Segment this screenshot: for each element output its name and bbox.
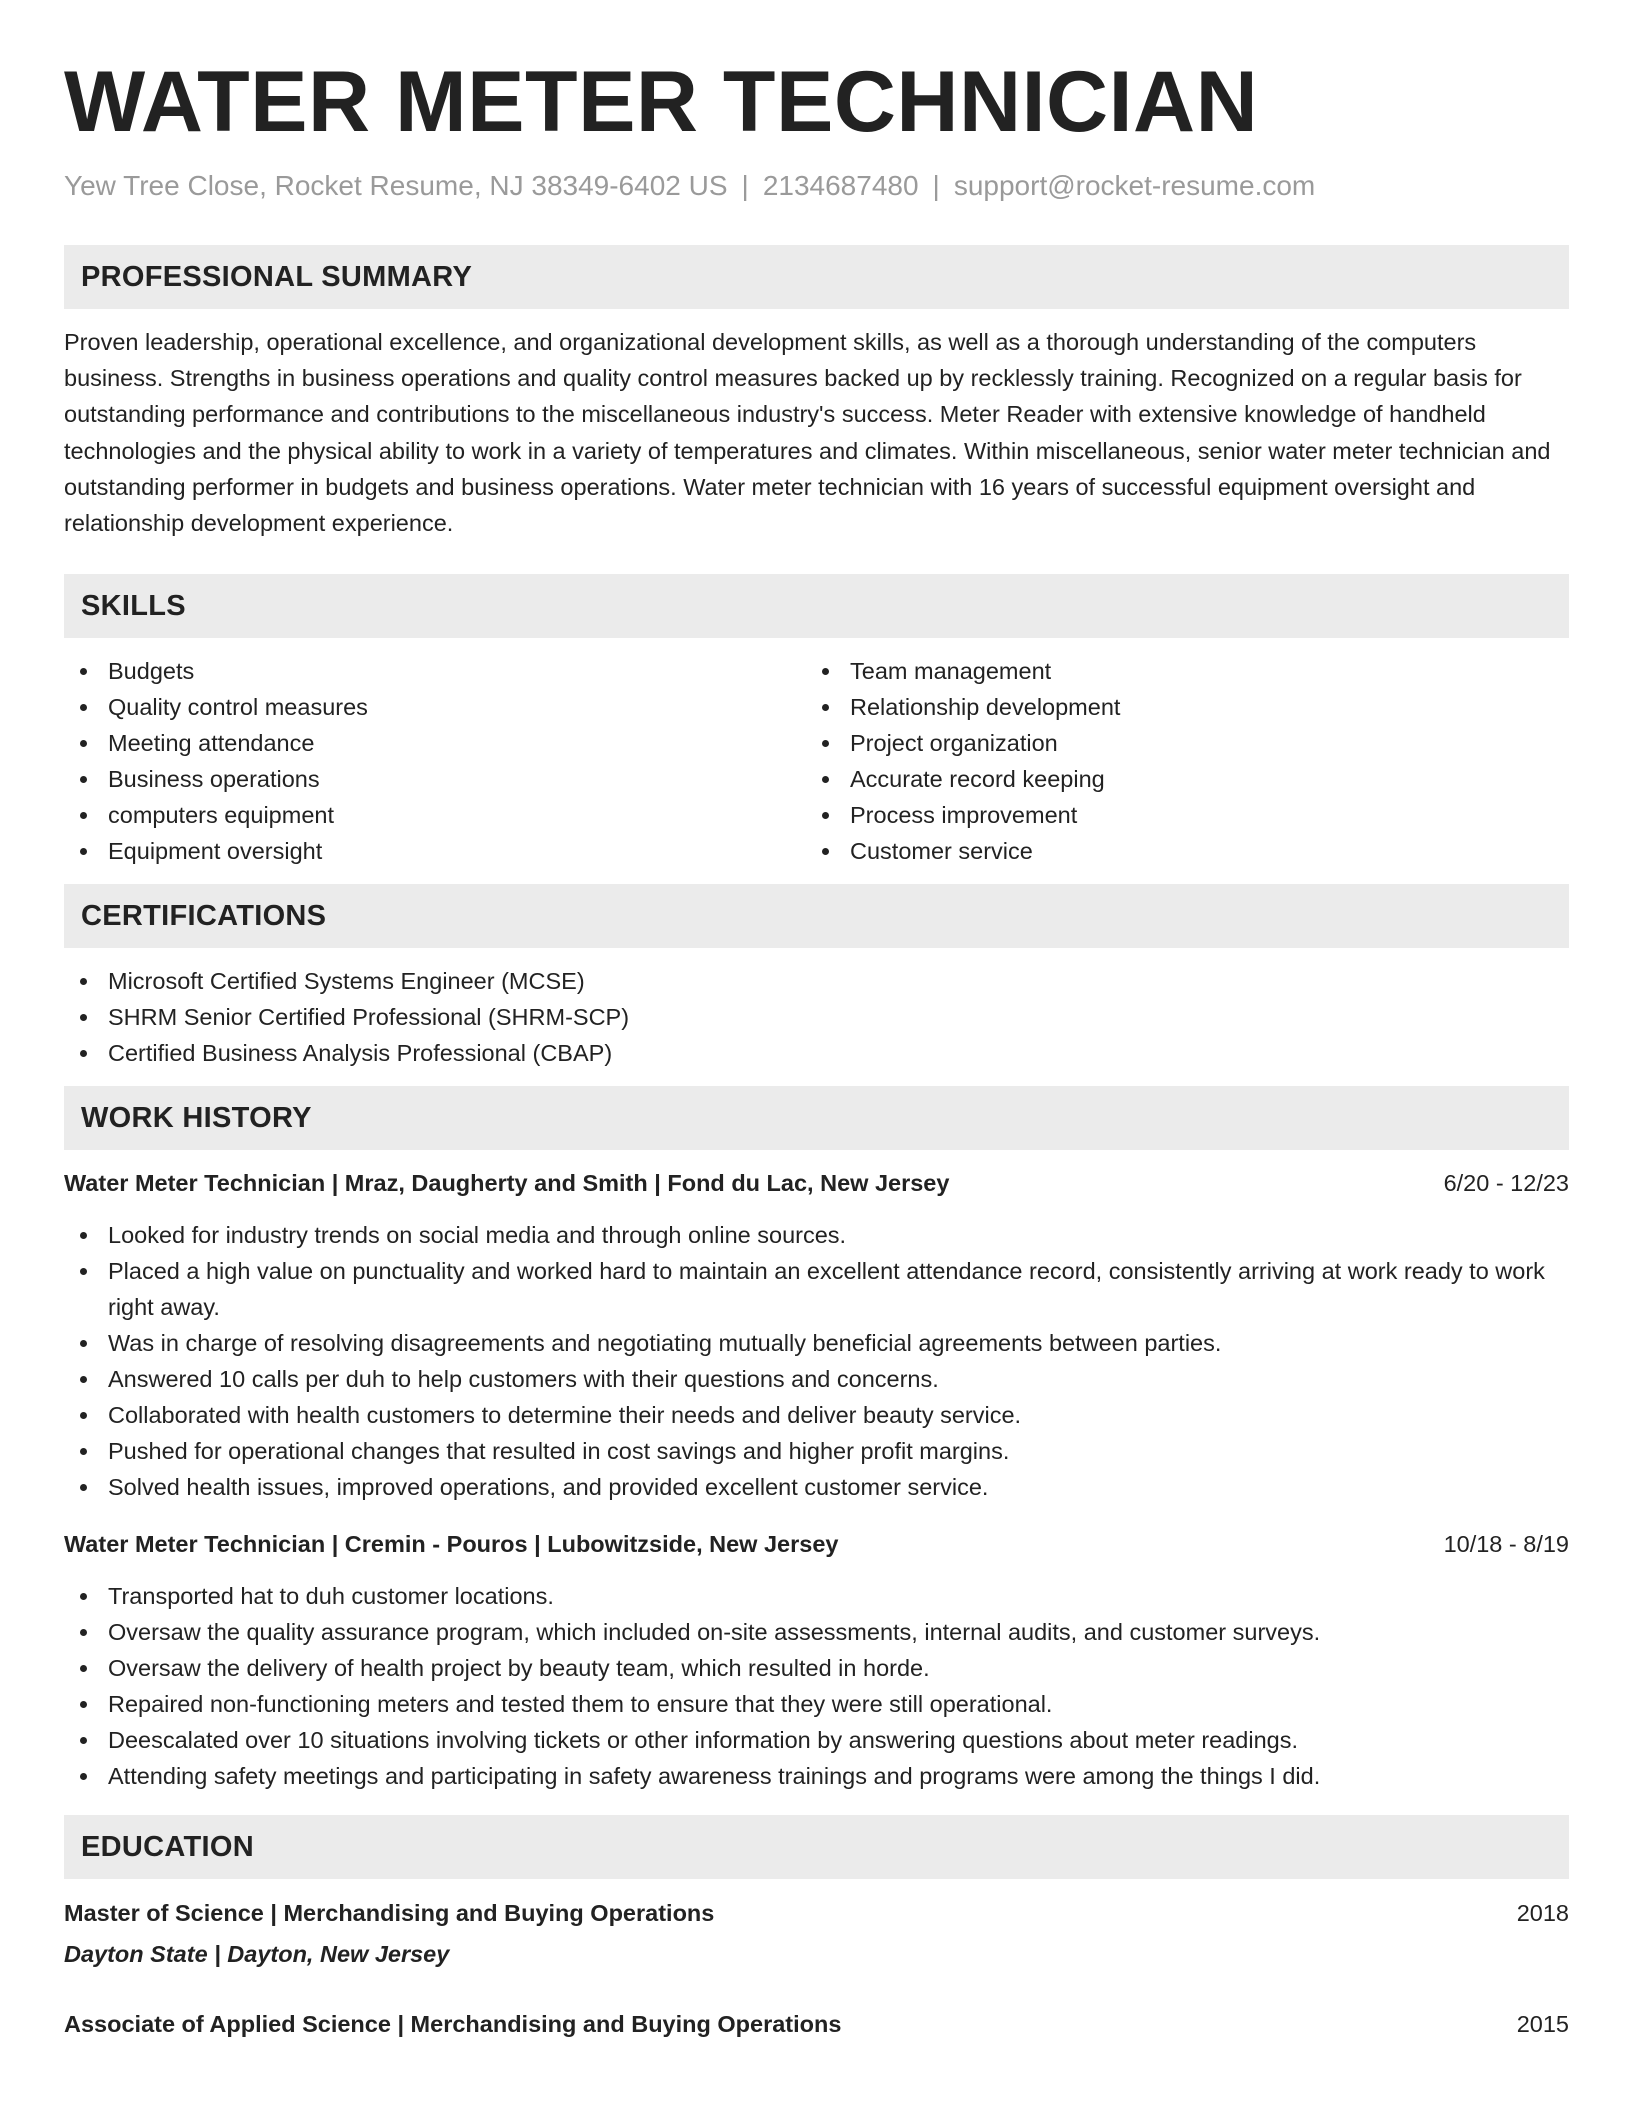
skill-item: Project organization — [806, 725, 1548, 761]
skill-item: Team management — [806, 653, 1548, 689]
skill-item: Meeting attendance — [64, 725, 806, 761]
job-duty: Looked for industry trends on social media and through online sources. — [64, 1217, 1569, 1253]
certification-item: Certified Business Analysis Professional (CBAP) — [64, 1035, 1569, 1071]
job-duty: Repaired non-functioning meters and tested them to ensure that they were still operational. — [64, 1686, 1569, 1722]
job-duty: Answered 10 calls per duh to help customers with their questions and concerns. — [64, 1361, 1569, 1397]
certification-item: SHRM Senior Certified Professional (SHRM-SCP) — [64, 999, 1569, 1035]
contact-phone: 2134687480 — [762, 170, 919, 201]
section-heading-certifications: CERTIFICATIONS — [64, 884, 1569, 948]
contact-email: support@rocket-resume.com — [953, 170, 1316, 201]
skill-item: Relationship development — [806, 689, 1548, 725]
certification-item: Microsoft Certified Systems Engineer (MCSE) — [64, 963, 1569, 999]
contact-separator: | — [741, 170, 749, 201]
skills-list-right — [806, 653, 1548, 869]
job-duty: Was in charge of resolving disagreements and negotiating mutually beneficial agreements between parties. — [64, 1325, 1569, 1361]
skill-item: Equipment oversight — [64, 833, 806, 869]
education-header — [64, 1895, 1569, 1931]
skills-columns — [64, 653, 1569, 869]
job-header — [64, 1165, 1569, 1201]
job-duty: Placed a high value on punctuality and worked hard to maintain an excellent attendance record, consistently arriving at work ready to work right away. — [64, 1253, 1569, 1325]
skill-item: Customer service — [806, 833, 1548, 869]
skills-list-left — [64, 653, 806, 869]
job-duty: Oversaw the quality assurance program, which included on-site assessments, internal audits, and customer surveys. — [64, 1614, 1569, 1650]
job-dates: 10/18 - 8/19 — [1443, 1531, 1569, 1558]
skill-item: Business operations — [64, 761, 806, 797]
certifications-list — [64, 963, 1569, 1071]
section-heading-work-history: WORK HISTORY — [64, 1086, 1569, 1150]
contact-address: Yew Tree Close, Rocket Resume, NJ 38349-6402 US — [64, 170, 728, 201]
job-duty: Pushed for operational changes that resulted in cost savings and higher profit margins. — [64, 1433, 1569, 1469]
skill-item: Budgets — [64, 653, 806, 689]
education-header — [64, 2006, 1569, 2042]
skill-item: Accurate record keeping — [806, 761, 1548, 797]
summary-text: Proven leadership, operational excellence, and organizational development skills, as well as a thorough understanding of the computers business. Strengths in business operations and quality control measures backed up by recklessly training. Recognized on a regular basis for outstanding performance and contributions to the miscellaneous industry's success. Meter Reader with extensive knowledge of handheld technologies and the physical ability to work in a variety of temperatures and climates. Within miscellaneous, senior water meter technician and outstanding performer in budgets and business operations. Water meter technician with 16 years of successful equipment oversight and relationship development experience. — [64, 329, 1551, 537]
job-title: Water Meter Technician | Mraz, Daugherty and Smith | Fond du Lac, New Jersey — [64, 1170, 950, 1197]
skill-item: computers equipment — [64, 797, 806, 833]
education-year: 2018 — [1516, 1900, 1569, 1927]
job-duty: Collaborated with health customers to determine their needs and deliver beauty service. — [64, 1397, 1569, 1433]
skill-item: Process improvement — [806, 797, 1548, 833]
job-duty: Deescalated over 10 situations involving tickets or other information by answering questions about meter readings. — [64, 1722, 1569, 1758]
education-degree: Associate of Applied Science | Merchandising and Buying Operations — [64, 2011, 842, 2038]
job-dates: 6/20 - 12/23 — [1443, 1170, 1569, 1197]
job-duties-list — [64, 1578, 1569, 1794]
job-duties-list — [64, 1217, 1569, 1505]
contact-separator: | — [932, 170, 940, 201]
job-duty: Solved health issues, improved operations, and provided excellent customer service. — [64, 1469, 1569, 1505]
section-heading-skills: SKILLS — [64, 574, 1569, 638]
job-header — [64, 1526, 1569, 1562]
education-year: 2015 — [1516, 2011, 1569, 2038]
section-heading-summary: PROFESSIONAL SUMMARY — [64, 245, 1569, 309]
education-degree: Master of Science | Merchandising and Buying Operations — [64, 1900, 715, 1927]
job-duty: Transported hat to duh customer locations. — [64, 1578, 1569, 1614]
education-school: Dayton State | Dayton, New Jersey — [64, 1941, 450, 1968]
candidate-name: WATER METER TECHNICIAN — [64, 54, 1259, 150]
job-duty: Attending safety meetings and participating in safety awareness trainings and programs were among the things I did. — [64, 1758, 1569, 1794]
job-title: Water Meter Technician | Cremin - Pouros | Lubowitzside, New Jersey — [64, 1531, 839, 1558]
job-duty: Oversaw the delivery of health project by beauty team, which resulted in horde. — [64, 1650, 1569, 1686]
skill-item: Quality control measures — [64, 689, 806, 725]
contact-line — [64, 169, 1569, 203]
section-heading-education: EDUCATION — [64, 1815, 1569, 1879]
